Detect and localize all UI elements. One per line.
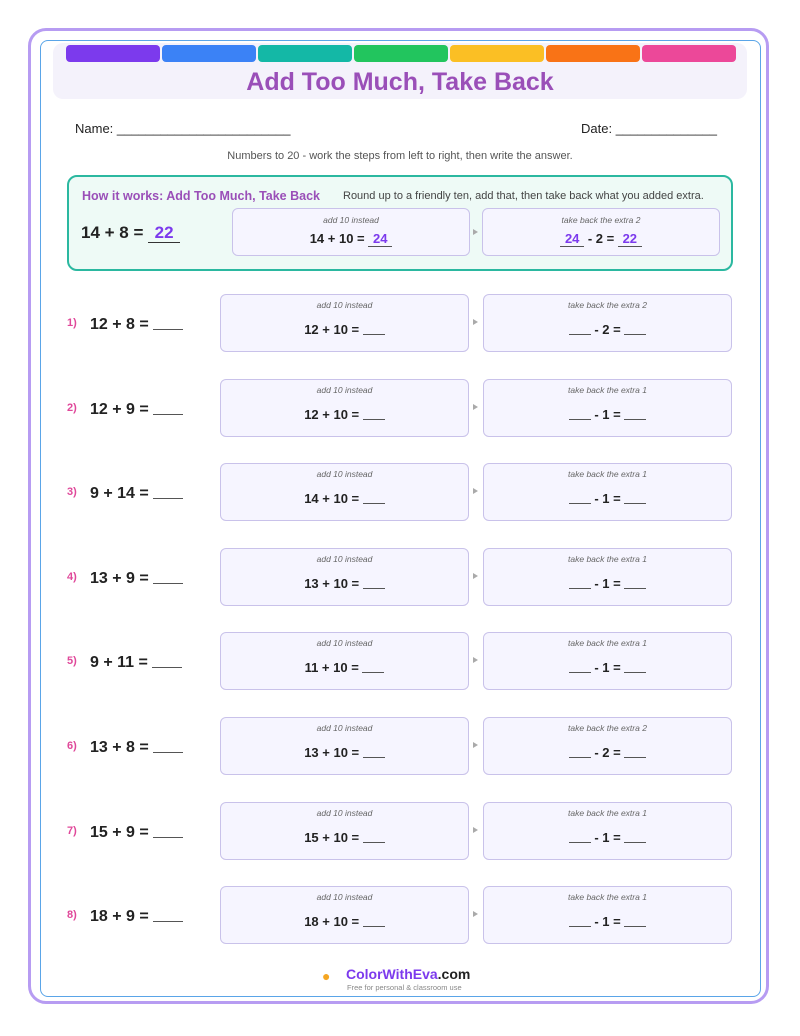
arrow-icon: [473, 657, 478, 663]
step1-eq-text: 15 + 10 =: [304, 830, 360, 845]
problem-equation: [90, 314, 183, 334]
step2-eq-text: - 1 =: [594, 491, 621, 506]
step1-blank[interactable]: [363, 914, 385, 927]
problem-equation: [90, 399, 183, 419]
step1-box: [220, 632, 469, 690]
step2-equation: [484, 914, 731, 929]
step2-label: take back the extra 1: [568, 385, 647, 395]
step2-eq-text: - 1 =: [594, 830, 621, 845]
step2-blank[interactable]: [624, 491, 646, 504]
name-blank: ________________________: [116, 121, 291, 136]
step2-equation: [484, 407, 731, 422]
step2-eq-text: - 1 =: [594, 660, 621, 675]
example-step2-start: 24: [560, 231, 584, 247]
answer-blank[interactable]: [153, 906, 183, 922]
step2-eq-text: - 1 =: [594, 576, 621, 591]
problem-number: 8): [67, 909, 77, 921]
step2-start-blank[interactable]: [569, 322, 591, 335]
color-stripe: [66, 45, 160, 62]
step2-start-blank[interactable]: [569, 576, 591, 589]
step1-eq-text: 11 + 10 =: [304, 660, 359, 675]
step2-box: [483, 548, 732, 606]
step2-blank[interactable]: [624, 660, 646, 673]
answer-blank[interactable]: [153, 314, 183, 330]
step1-equation: [221, 322, 468, 337]
step1-label: add 10 instead: [316, 892, 373, 902]
example-step2-box: [482, 208, 720, 256]
step2-eq-text: - 1 =: [594, 407, 621, 422]
step2-box: [483, 463, 732, 521]
step1-blank[interactable]: [363, 830, 385, 843]
problem-equation: [90, 737, 183, 757]
problem-number: 5): [67, 655, 77, 667]
step1-blank[interactable]: [363, 322, 385, 335]
step1-label: add 10 instead: [316, 638, 373, 648]
problem-text: 9 + 11 =: [90, 654, 148, 671]
answer-blank[interactable]: [152, 652, 182, 668]
step2-blank[interactable]: [624, 322, 646, 335]
step1-label: add 10 instead: [316, 723, 373, 733]
problem-equation: [90, 568, 183, 588]
step1-eq-text: 12 + 10 =: [304, 407, 360, 422]
example-step2-answer: 22: [618, 231, 642, 247]
example-step1-equation: [233, 231, 469, 247]
step1-label: add 10 instead: [316, 469, 373, 479]
step1-eq-text: 18 + 10 =: [304, 914, 360, 929]
problem-number: 2): [67, 402, 77, 414]
problem-equation: [90, 483, 183, 503]
step1-eq-text: 14 + 10 =: [304, 491, 360, 506]
example-step2-eq-text: - 2 =: [587, 231, 615, 246]
problem-text: 13 + 9 =: [90, 570, 149, 587]
step2-equation: [484, 745, 731, 760]
color-stripe: [642, 45, 736, 62]
step1-eq-text: 13 + 10 =: [304, 745, 360, 760]
step1-blank[interactable]: [362, 660, 384, 673]
arrow-icon: [473, 742, 478, 748]
step2-label: take back the extra 1: [568, 638, 647, 648]
worksheet-title: Add Too Much, Take Back: [246, 68, 554, 96]
step1-blank[interactable]: [363, 745, 385, 758]
arrow-icon: [473, 404, 478, 410]
palette-icon: ●: [322, 968, 331, 984]
step2-eq-text: - 2 =: [594, 322, 621, 337]
problem-text: 12 + 9 =: [90, 401, 149, 418]
problem-text: 18 + 9 =: [90, 908, 149, 925]
step1-label: add 10 instead: [316, 554, 373, 564]
step2-label: take back the extra 1: [568, 554, 647, 564]
answer-blank[interactable]: [153, 568, 183, 584]
footer-brand-suffix: .com: [437, 966, 471, 982]
step1-box: [220, 379, 469, 437]
step2-eq-text: - 1 =: [594, 914, 621, 929]
step1-equation: [221, 745, 468, 760]
problem-equation: [90, 652, 182, 672]
step1-box: [220, 717, 469, 775]
footer-subtitle: Free for personal & classroom use: [347, 983, 462, 992]
step2-blank[interactable]: [624, 576, 646, 589]
date-label: Date:: [581, 121, 613, 136]
step1-box: [220, 548, 469, 606]
answer-blank[interactable]: [153, 822, 183, 838]
answer-blank[interactable]: [153, 399, 183, 415]
step2-box: [483, 294, 732, 352]
problem-equation: [90, 906, 183, 926]
step2-equation: [484, 491, 731, 506]
step2-box: [483, 632, 732, 690]
footer-brand: [346, 966, 470, 982]
problem-number: 7): [67, 825, 77, 837]
step1-equation: [221, 407, 468, 422]
color-stripe: [354, 45, 448, 62]
problem-equation: [90, 822, 183, 842]
step1-equation: [221, 660, 468, 675]
example-hint: Round up to a friendly ten, add that, then take back what you added extra.: [343, 190, 704, 202]
date-field[interactable]: [581, 121, 717, 136]
problem-text: 15 + 9 =: [90, 824, 149, 841]
example-step1-box: [232, 208, 470, 256]
step2-blank[interactable]: [624, 745, 646, 758]
step1-blank[interactable]: [363, 491, 385, 504]
problem-text: 12 + 8 =: [90, 316, 149, 333]
step1-equation: [221, 491, 468, 506]
step1-box: [220, 802, 469, 860]
step1-label: add 10 instead: [316, 808, 373, 818]
color-stripe: [258, 45, 352, 62]
step2-label: take back the extra 1: [568, 469, 647, 479]
step1-eq-text: 12 + 10 =: [304, 322, 360, 337]
problem-text: 13 + 8 =: [90, 739, 149, 756]
arrow-icon: [473, 911, 478, 917]
step2-start-blank[interactable]: [569, 914, 591, 927]
example-step2-equation: [483, 231, 719, 247]
example-step1-label: add 10 instead: [323, 215, 379, 225]
arrow-icon: [473, 573, 478, 579]
step2-label: take back the extra 2: [568, 723, 647, 733]
step1-blank[interactable]: [363, 407, 385, 420]
step2-equation: [484, 576, 731, 591]
step1-equation: [221, 914, 468, 929]
step1-label: add 10 instead: [316, 385, 373, 395]
problem-number: 4): [67, 571, 77, 583]
arrow-icon: [473, 488, 478, 494]
step2-equation: [484, 830, 731, 845]
step2-equation: [484, 660, 731, 675]
instructions: Numbers to 20 - work the steps from left to right, then write the answer.: [227, 150, 573, 162]
example-problem-text: 14 + 8 =: [81, 223, 144, 242]
step1-blank[interactable]: [363, 576, 385, 589]
color-stripes: [66, 45, 736, 62]
step2-box: [483, 886, 732, 944]
example-step1-eq-text: 14 + 10 =: [309, 231, 365, 246]
step2-blank[interactable]: [624, 830, 646, 843]
step2-box: [483, 802, 732, 860]
example-answer: 22: [148, 224, 180, 243]
step2-start-blank[interactable]: [569, 407, 591, 420]
problem-number: 6): [67, 740, 77, 752]
step2-blank[interactable]: [624, 914, 646, 927]
name-field[interactable]: [75, 121, 290, 136]
step2-equation: [484, 322, 731, 337]
color-stripe: [162, 45, 256, 62]
arrow-icon: [473, 319, 478, 325]
step1-equation: [221, 576, 468, 591]
step1-box: [220, 294, 469, 352]
step2-start-blank[interactable]: [569, 660, 591, 673]
step2-start-blank[interactable]: [569, 745, 591, 758]
step2-box: [483, 717, 732, 775]
step2-start-blank[interactable]: [569, 491, 591, 504]
step2-blank[interactable]: [624, 407, 646, 420]
step2-label: take back the extra 1: [568, 892, 647, 902]
arrow-icon: [473, 229, 478, 235]
color-stripe: [450, 45, 544, 62]
step2-eq-text: - 2 =: [594, 745, 621, 760]
arrow-icon: [473, 827, 478, 833]
answer-blank[interactable]: [153, 483, 183, 499]
example-problem: [81, 223, 180, 243]
step1-box: [220, 886, 469, 944]
date-blank: ______________: [615, 121, 717, 136]
example-title: How it works: Add Too Much, Take Back: [82, 189, 320, 203]
step2-start-blank[interactable]: [569, 830, 591, 843]
step2-box: [483, 379, 732, 437]
color-stripe: [546, 45, 640, 62]
example-step1-answer: 24: [368, 231, 392, 247]
problem-number: 1): [67, 317, 77, 329]
step1-label: add 10 instead: [316, 300, 373, 310]
step2-label: take back the extra 2: [568, 300, 647, 310]
answer-blank[interactable]: [153, 737, 183, 753]
step1-eq-text: 13 + 10 =: [304, 576, 360, 591]
step2-label: take back the extra 1: [568, 808, 647, 818]
problem-text: 9 + 14 =: [90, 485, 149, 502]
step1-box: [220, 463, 469, 521]
example-step2-label: take back the extra 2: [561, 215, 641, 225]
name-label: Name:: [75, 121, 114, 136]
footer-brand-name: ColorWithEva: [346, 966, 438, 982]
step1-equation: [221, 830, 468, 845]
problem-number: 3): [67, 486, 77, 498]
